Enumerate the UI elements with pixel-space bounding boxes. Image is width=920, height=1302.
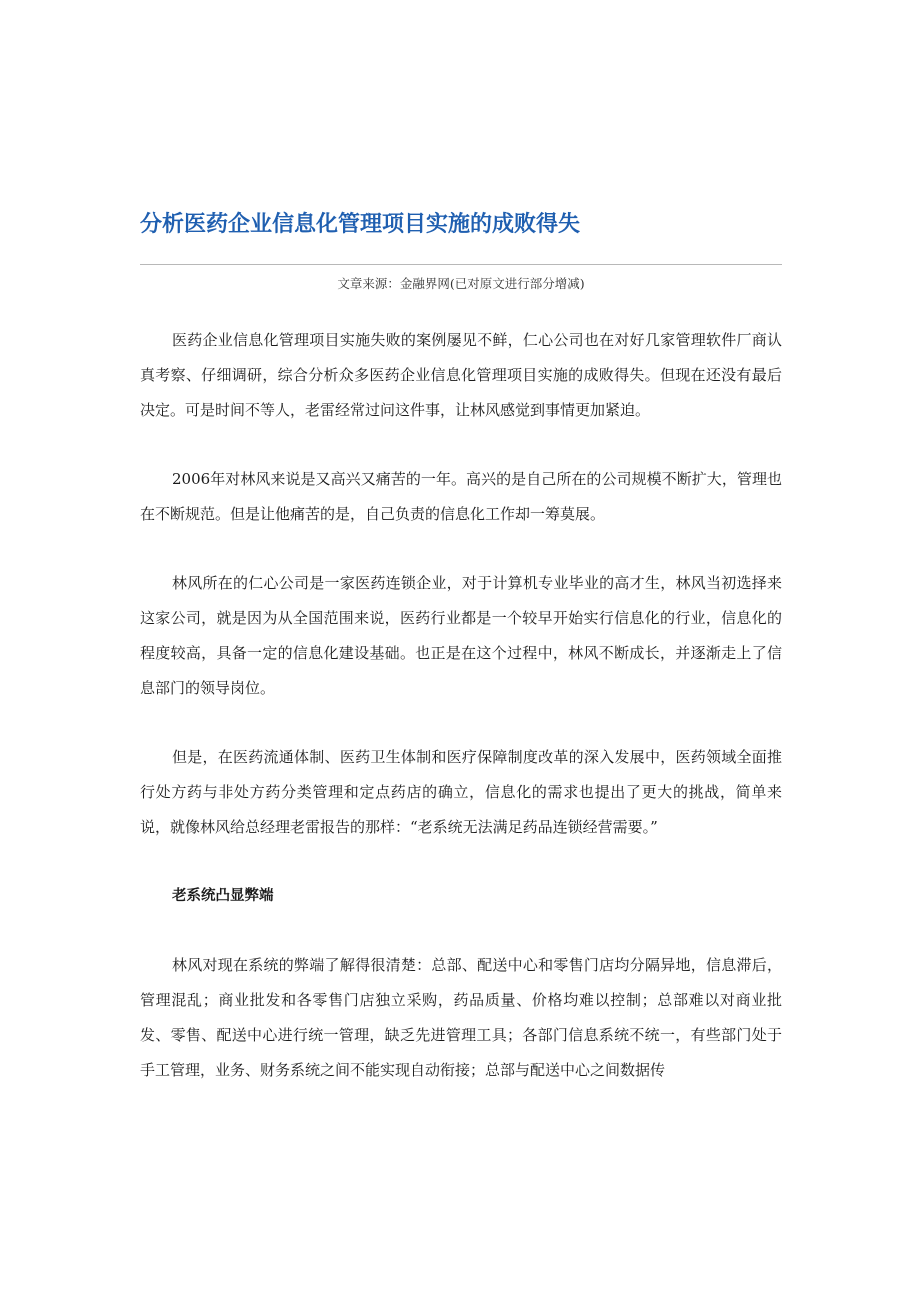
paragraph: 林风所在的仁心公司是一家医药连锁企业，对于计算机专业毕业的高才生，林风当初选择来这家公司，就是因为从全国范围来说，医药行业都是一个较早开始实行信息化的行业，信息化的程度较高，具备一定的信息化建设基础。也正是在这个过程中，林风不断成长，并逐渐走上了信息部门的领导岗位。: [140, 574, 782, 697]
paragraph: 医药企业信息化管理项目实施失败的案例屡见不鲜，仁心公司也在对好几家管理软件厂商认真考察、仔细调研，综合分析众多医药企业信息化管理项目实施的成败得失。但现在还没有最后决定。可是时间不等人，老雷经常过问这件事，让林风感觉到事情更加紧迫。: [140, 331, 782, 419]
paragraph: 林风对现在系统的弊端了解得很清楚：总部、配送中心和零售门店均分隔异地，信息滞后，管理混乱；商业批发和各零售门店独立采购，药品质量、价格均难以控制；总部难以对商业批发、零售、配送中心进行统一管理，缺乏先进管理工具；各部门信息系统不统一，有些部门处于手工管理，业务、财务系统之间不能实现自动衔接；总部与配送中心之间数据传: [140, 956, 782, 1079]
article-source: 文章来源：金融界网(已对原文进行部分增减): [337, 276, 585, 291]
title-divider: [140, 264, 782, 265]
paragraph: 但是，在医药流通体制、医药卫生体制和医疗保障制度改革的深入发展中，医药领域全面推行处方药与非处方药分类管理和定点药店的确立，信息化的需求也提出了更大的挑战，简单来说，就像林风给总经理老雷报告的那样：“老系统无法满足药品连锁经营需要。”: [140, 748, 782, 836]
article-title: 分析医药企业信息化管理项目实施的成败得失: [140, 212, 581, 237]
article-body: [140, 323, 782, 1122]
paragraph: 2006年对林风来说是又高兴又痛苦的一年。高兴的是自己所在的公司规模不断扩大，管理也在不断规范。但是让他痛苦的是，自己负责的信息化工作却一筹莫展。: [140, 470, 782, 523]
section-subheading: 老系统凸显弊端: [172, 888, 274, 904]
